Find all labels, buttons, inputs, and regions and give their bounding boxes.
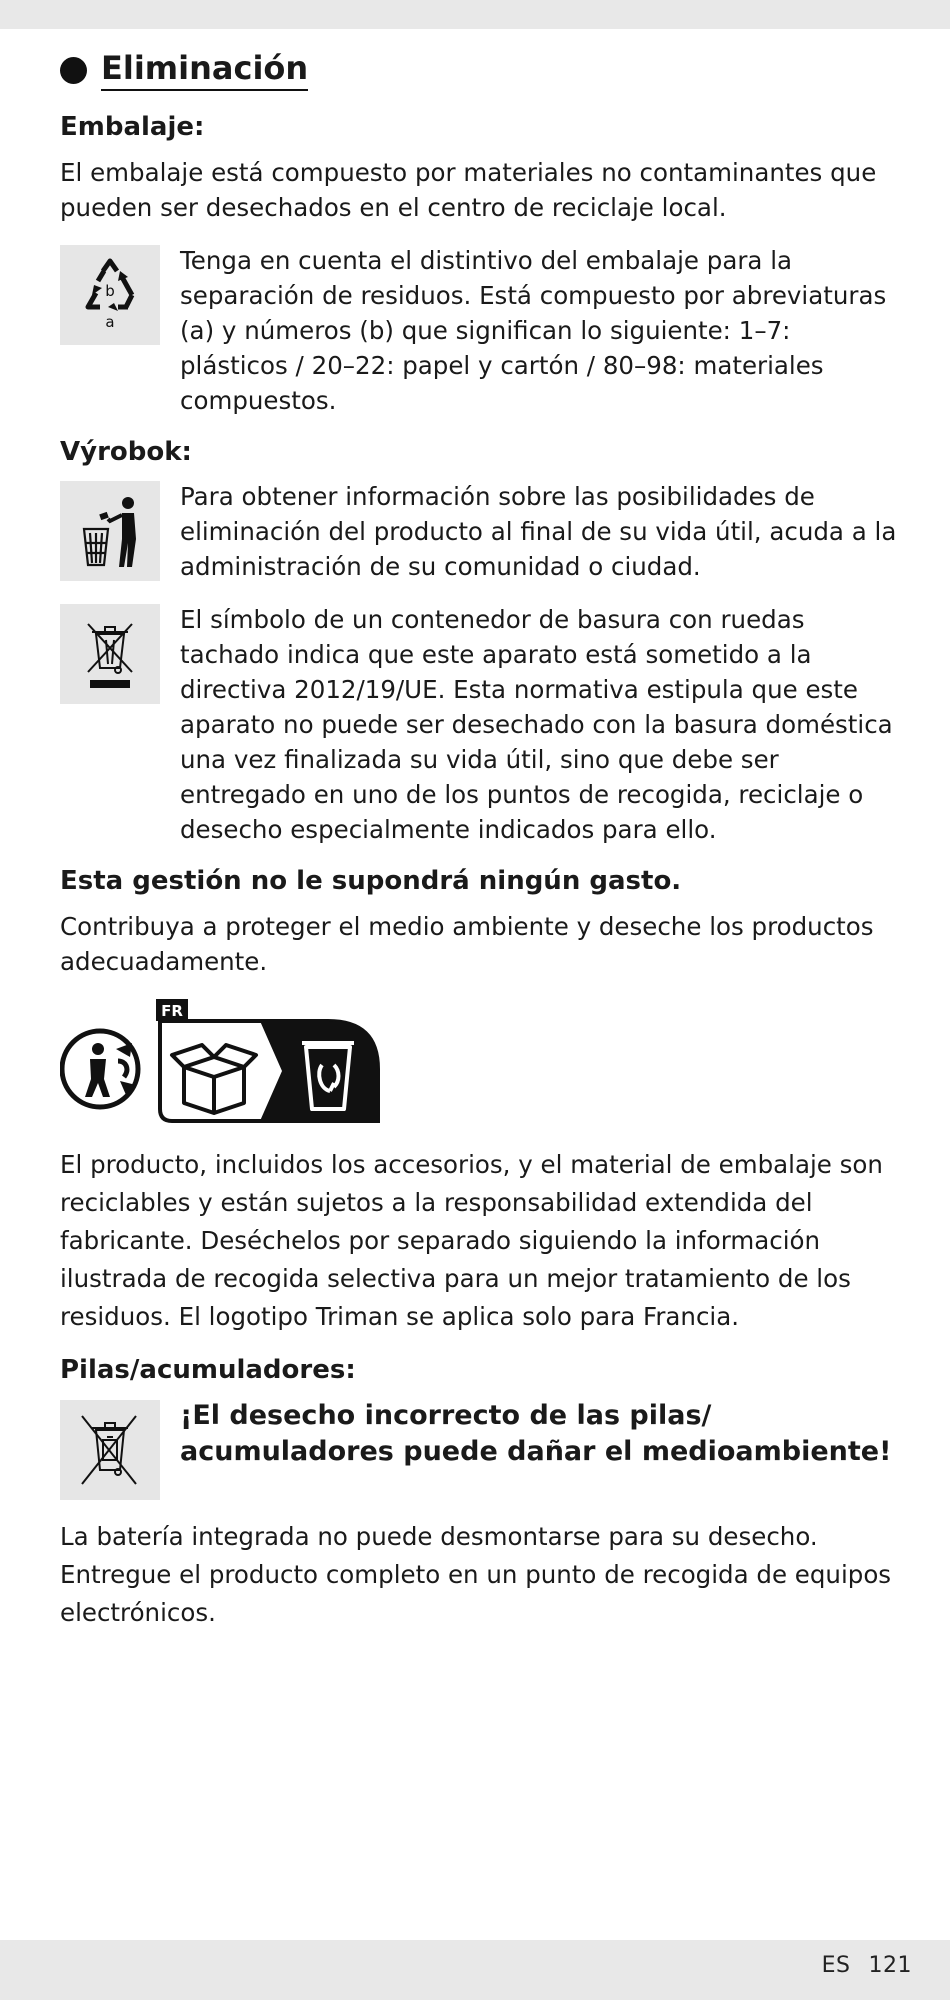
battery-warning-row xyxy=(60,1398,900,1500)
crossed-battery-bin-icon xyxy=(60,1400,160,1500)
producto-heading: Výrobok: xyxy=(60,436,192,467)
cost-block xyxy=(60,909,900,979)
embalaje-intro: El embalaje está compuesto por materiales no contaminantes que pueden ser desechados en el centro de reciclaje local. xyxy=(60,157,877,222)
recycling-code-icon xyxy=(60,245,160,345)
bullet-icon xyxy=(60,57,87,84)
triman-logos xyxy=(60,999,900,1124)
battery-text: La batería integrada no puede desmontarse para su desecho. Entregue el producto completo en un punto de recogida de equipos electrónicos. xyxy=(60,1521,892,1627)
top-band xyxy=(0,0,950,29)
pilas-heading: Pilas/acumuladores: xyxy=(60,1355,356,1386)
triman-icon xyxy=(62,1031,138,1107)
embalaje-intro-block xyxy=(60,155,900,225)
section-title xyxy=(60,50,900,91)
page-number: 121 xyxy=(868,1953,912,1978)
svg-text:a: a xyxy=(105,312,115,331)
cost-heading: Esta gestión no le supondrá ningún gasto. xyxy=(60,866,682,897)
triman-logo xyxy=(60,999,400,1124)
crossed-bin-icon xyxy=(60,604,160,704)
product-disposal-row xyxy=(60,479,900,584)
triman-text: El producto, incluidos los accesorios, y el material de embalaje son reciclables y están sujetos a la responsabilidad extendida del fabricante. Deséchelos por separado siguiendo la información ilustrada de recogida selectiva para un mejor tratamiento de los residuos. El logotipo Triman se aplica solo para Francia. xyxy=(60,1150,883,1332)
weee-row xyxy=(60,602,900,847)
embalaje-heading: Embalaje: xyxy=(60,111,205,142)
packaging-code-row xyxy=(60,243,900,418)
weee-text: El símbolo de un contenedor de basura con ruedas tachado indica que este aparato está sometido a la directiva 2012/19/UE. Esta normativa estipula que este aparato no puede ser desechado con la basura doméstica una vez finalizada su vida útil, sino que debe ser entregado en uno de los puntos de recogida, reciclaje o desecho especialmente indicados para ello. xyxy=(180,605,893,845)
triman-block xyxy=(60,1146,900,1336)
packaging-code-text: Tenga en cuenta el distintivo del embalaje para la separación de residuos. Está compuesto por abreviaturas (a) y números (b) que significan lo siguiente: 1–7: plásticos / 20–22: papel y cartón / 80–98: materiales compuestos. xyxy=(180,245,887,415)
product-disposal-text: Para obtener información sobre las posibilidades de eliminación del producto al final de su vida útil, acuda a la administración de su comunidad o ciudad. xyxy=(180,482,897,582)
cost-text: Contribuya a proteger el medio ambiente y deseche los productos adecuadamente. xyxy=(60,912,874,977)
triman-sorting-panel xyxy=(156,999,378,1121)
battery-warning: ¡El desecho incorrecto de las pilas/ acumuladores puede dañar el medioambiente! xyxy=(180,1399,892,1467)
battery-block xyxy=(60,1518,900,1632)
person-bin-icon xyxy=(60,481,160,581)
svg-text:FR: FR xyxy=(161,1002,183,1021)
page-content xyxy=(60,50,900,1650)
svg-text:b: b xyxy=(105,281,115,300)
page-footer xyxy=(804,1953,912,1978)
section-heading: Eliminación xyxy=(101,50,308,91)
footer-language: ES xyxy=(821,1953,851,1978)
